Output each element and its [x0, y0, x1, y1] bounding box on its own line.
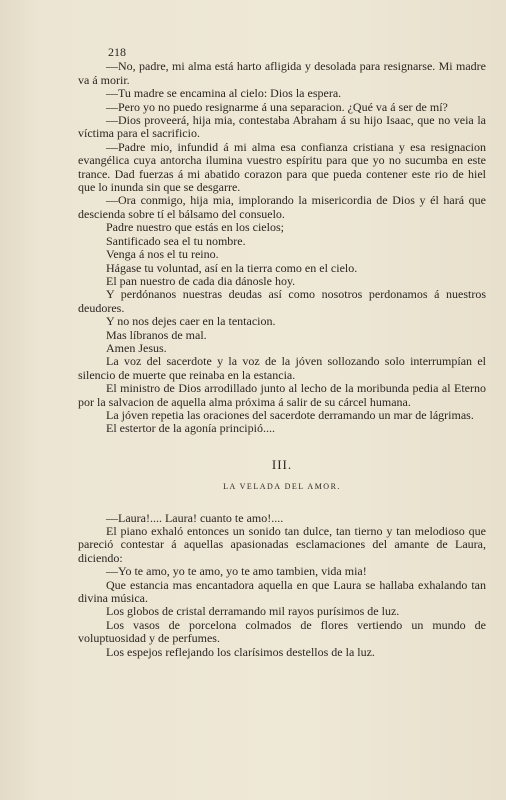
prayer-line: Santificado sea el tu nombre.: [106, 233, 246, 248]
paragraph: La voz del sacerdote y la voz de la jóven sollozando solo interrumpían el silencio de muerte que reinaba en la estancia.: [78, 354, 486, 382]
paragraph: —Laura!.... Laura! cuanto te amo!....: [106, 510, 284, 525]
paragraph: Los globos de cristal derramando mil rayos purísimos de luz.: [106, 604, 400, 619]
prayer-line: El pan nuestro de cada dia dánosle hoy.: [106, 273, 296, 288]
paragraph: Los vasos de porcelona colmados de flores vertiendo un mundo de voluptuosidad y de perfumes.: [78, 617, 486, 646]
prayer-line: Y no nos dejes caer en la tentacion.: [106, 314, 276, 329]
prayer-line: Padre nuestro que estás en los cielos;: [106, 220, 284, 235]
paragraph: La jóven repetia las oraciones del sacerdote derramando un mar de lágrimas.: [106, 407, 474, 422]
prayer-line: Mas líbranos de mal.: [106, 327, 207, 342]
paragraph: El piano exhaló entonces un sonido tan dulce, tan tierno y tan melodioso que pareció contestar á aquellas apasionadas esclamaciones del amante de Laura, diciendo:: [78, 524, 486, 565]
paragraph: Los espejos reflejando los clarísimos destellos de la luz.: [106, 644, 375, 659]
page-text: [78, 46, 486, 659]
paragraph: El estertor de la agonía principió....: [106, 421, 275, 436]
section-heading: III.: [271, 456, 293, 472]
page-number: 218: [108, 45, 126, 59]
prayer-block: [78, 221, 486, 355]
paragraph: El ministro de Dios arrodillado junto al lecho de la moribunda pedia al Eterno por la salvacion de aquella alma próxima á salir de su cárcel humana.: [78, 381, 486, 409]
paragraph: —Padre mio, infundid á mi alma esa confianza cristiana y esa resignacion evangélica cuya antorcha ilumina vuestro espíritu para que yo no sucumba en este trance. Dad fuerzas á mi abatido corazon para que pueda contener este rio de hiel que lo inunda sin que se desgarre.: [78, 139, 486, 195]
section-subheading: LA VELADA DEL AMOR.: [223, 482, 341, 492]
paragraph: —Yo te amo, yo te amo, yo te amo tambien, vida mia!: [106, 564, 367, 579]
prayer-line: Y perdónanos nuestras deudas así como nosotros perdonamos á nuestros deudores.: [78, 287, 486, 315]
prayer-line: Venga á nos el tu reino.: [106, 247, 219, 262]
paragraph: —Pero yo no puedo resignarme á una separacion. ¿Qué va á ser de mí?: [106, 99, 448, 114]
prayer-line: Amen Jesus.: [106, 340, 167, 355]
paragraph: —Tu madre se encamina al cielo: Dios la espera.: [106, 86, 342, 101]
paragraph: —Ora conmigo, hija mia, implorando la misericordia de Dios y él hará que descienda sobre tí el bálsamo del consuelo.: [78, 193, 486, 221]
paragraph: Que estancia mas encantadora aquella en que Laura se hallaba exhalando tan divina música.: [78, 577, 486, 606]
paragraph: —Dios proveerá, hija mia, contestaba Abraham á su hijo Isaac, que no veia la víctima para el sacrificio.: [78, 113, 486, 141]
paragraph: —No, padre, mi alma está harto afligida y desolada para resignarse. Mi madre va á morir.: [78, 59, 486, 87]
prayer-line: Hágase tu voluntad, así en la tierra como en el cielo.: [106, 260, 358, 275]
